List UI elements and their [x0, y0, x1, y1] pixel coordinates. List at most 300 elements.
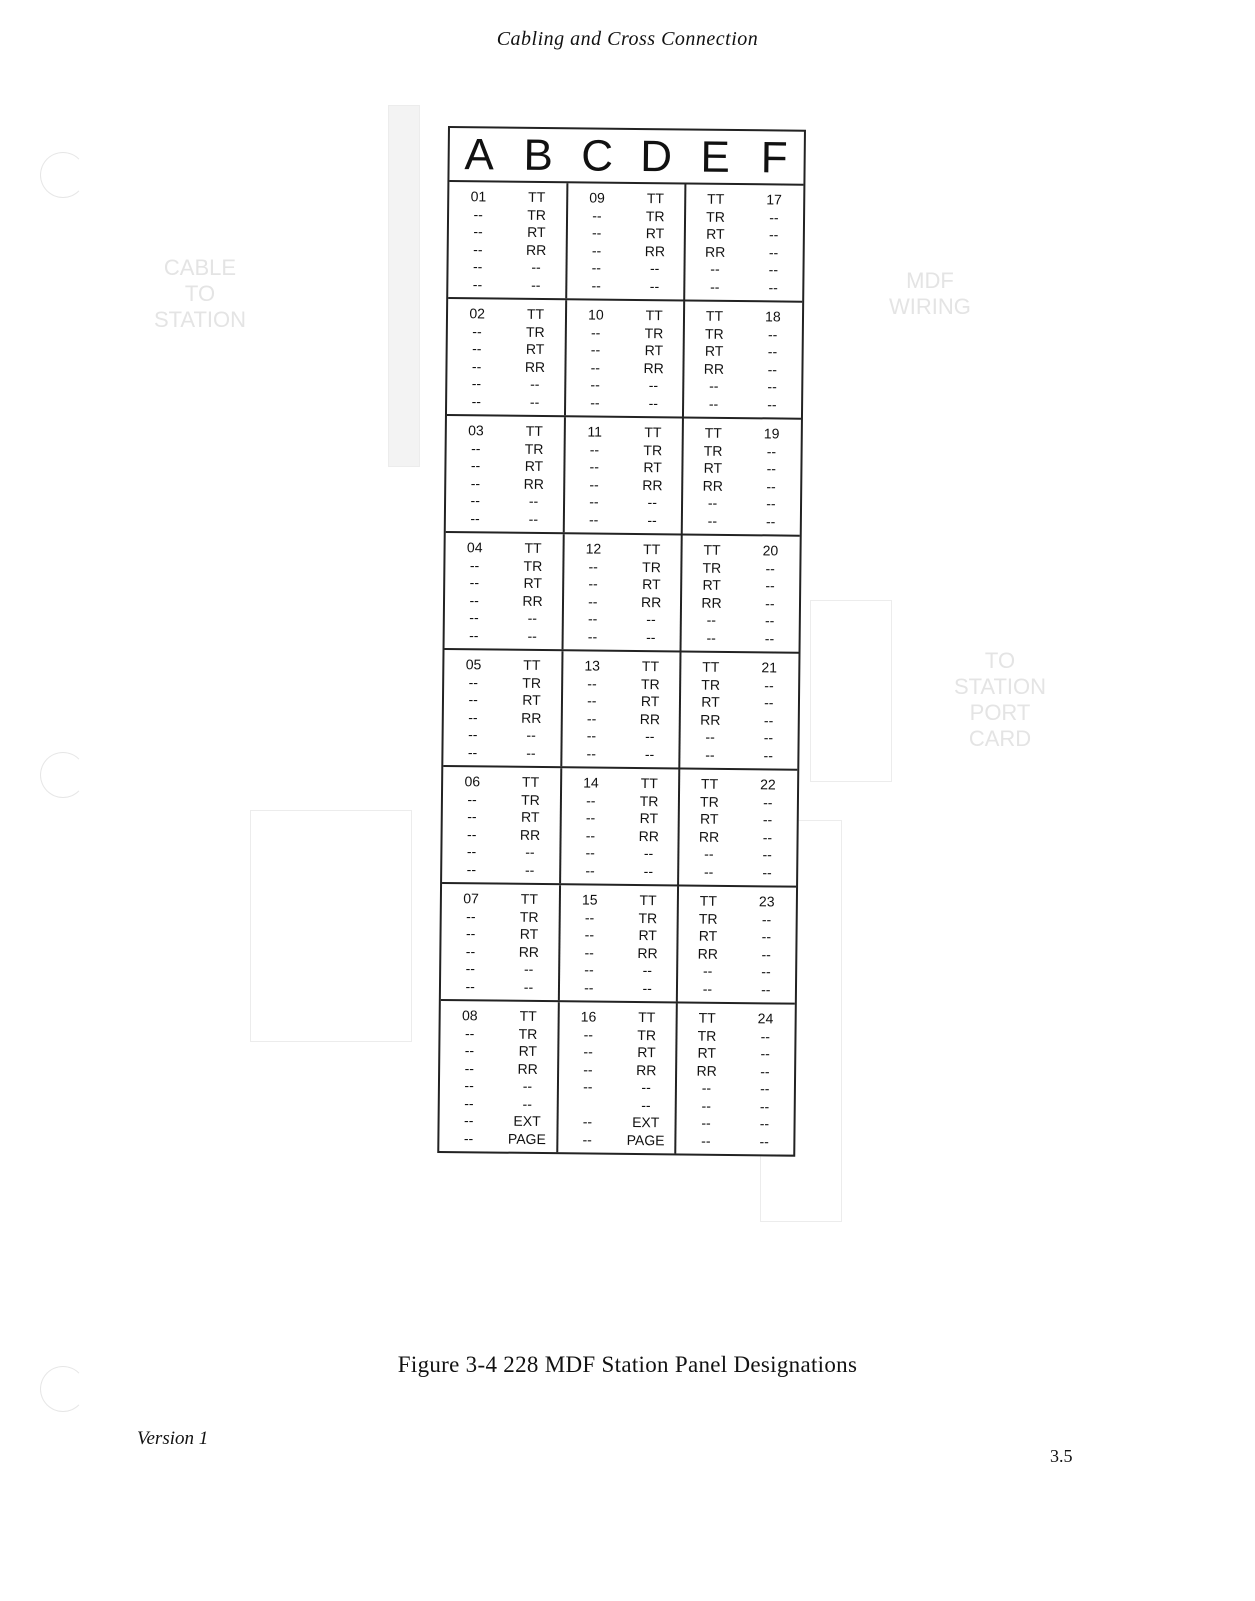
page-number: 3.5	[1050, 1446, 1073, 1466]
designation-label: RT	[642, 576, 661, 593]
designation-label: RT	[697, 1044, 717, 1061]
designation-label: --	[641, 1096, 651, 1113]
designation-label: --	[705, 728, 715, 745]
column-f-cell	[737, 887, 797, 1003]
column-pair-ef	[681, 418, 801, 534]
designation-label: 22	[760, 776, 776, 793]
designation-label: --	[587, 692, 597, 709]
designation-label: 24	[757, 1010, 774, 1027]
designation-label: 09	[589, 189, 605, 206]
designation-label: EXT	[632, 1113, 660, 1131]
designation-label: TT	[704, 424, 722, 441]
designation-label: TR	[703, 442, 723, 459]
designation-label: --	[584, 926, 595, 943]
column-pair-cd	[559, 768, 679, 884]
designation-label: TT	[646, 190, 665, 207]
designation-label: --	[465, 925, 476, 942]
designation-label: --	[584, 943, 594, 961]
designation-label: --	[760, 1080, 770, 1097]
designation-label: RT	[699, 810, 719, 827]
designation-label: RR	[526, 241, 547, 258]
designation-label: --	[649, 277, 660, 294]
designation-label: RR	[517, 1060, 538, 1077]
column-b-cell	[499, 885, 559, 1001]
designation-label: --	[469, 591, 479, 608]
panel-block	[439, 1001, 795, 1155]
designation-label: --	[465, 960, 476, 977]
designation-label: --	[642, 979, 652, 996]
designation-label: TR	[524, 440, 544, 457]
column-e-cell	[682, 535, 742, 651]
column-f-cell	[739, 653, 799, 769]
designation-label: 05	[465, 656, 482, 673]
designation-label: --	[589, 458, 600, 475]
designation-label: --	[647, 511, 657, 528]
designation-label: TT	[638, 1009, 656, 1026]
designation-label: TT	[519, 1007, 537, 1024]
designation-label: 03	[468, 422, 484, 439]
designation-label: TR	[706, 208, 725, 225]
designation-label: --	[590, 359, 601, 376]
designation-label: --	[766, 477, 776, 494]
designation-label: --	[526, 726, 536, 743]
designation-label: RT	[524, 457, 544, 475]
designation-label: --	[641, 1079, 651, 1096]
designation-label: TT	[528, 188, 546, 206]
column-d-cell	[620, 652, 680, 768]
column-pair-ab	[445, 533, 563, 649]
designation-label: RR	[641, 593, 662, 610]
column-c-cell	[561, 768, 621, 884]
designation-label: --	[583, 1043, 593, 1060]
column-a-cell	[439, 1001, 499, 1152]
column-d-cell	[622, 535, 682, 651]
designation-label: RR	[696, 1062, 717, 1079]
designation-label: --	[589, 441, 600, 458]
designation-label: --	[766, 442, 777, 459]
designation-label: TT	[705, 307, 724, 324]
designation-label: TR	[521, 791, 540, 808]
designation-label: --	[762, 828, 773, 845]
designation-label: --	[761, 945, 771, 962]
designation-label	[558, 1096, 617, 1114]
column-pair-ab	[446, 416, 564, 532]
designation-label: 07	[463, 890, 479, 907]
designation-label: --	[464, 1077, 474, 1094]
designation-label: --	[584, 978, 594, 996]
designation-label: --	[591, 277, 601, 294]
column-c-cell	[562, 651, 622, 767]
panel-block	[442, 767, 797, 888]
designation-label: --	[588, 575, 598, 592]
designation-label: --	[763, 711, 774, 728]
designation-label: --	[471, 357, 482, 374]
column-a-cell	[448, 182, 508, 298]
column-b-cell	[502, 651, 562, 767]
designation-label: --	[584, 961, 594, 978]
panel-block	[445, 533, 800, 654]
designation-label: --	[472, 275, 483, 292]
designation-label: RR	[702, 477, 723, 494]
designation-label: --	[646, 611, 656, 628]
designation-label: --	[467, 808, 477, 825]
designation-label: --	[761, 980, 771, 997]
designation-label: --	[471, 439, 481, 456]
designation-label: --	[767, 343, 778, 360]
designation-label: TT	[640, 775, 658, 792]
column-pair-ab	[448, 182, 566, 298]
version-label: Version 1	[137, 1428, 209, 1449]
designation-label: RT	[702, 576, 722, 593]
panel-block	[447, 299, 802, 420]
column-c-cell	[560, 885, 620, 1001]
designation-label: TR	[642, 558, 661, 575]
designation-label: --	[647, 494, 657, 511]
ghost-text-left: CABLE TO STATION	[153, 255, 247, 332]
designation-label: --	[468, 691, 478, 708]
column-c-cell	[566, 300, 626, 416]
designation-label: --	[701, 1097, 712, 1114]
designation-label: --	[646, 628, 656, 645]
designation-label: RR	[698, 828, 720, 845]
column-pair-ef	[677, 769, 797, 885]
designation-label: --	[466, 843, 477, 860]
designation-label: --	[760, 1062, 770, 1079]
designation-label: EXT	[513, 1112, 541, 1130]
designation-label: RR	[524, 358, 546, 375]
designation-label: --	[704, 845, 714, 862]
designation-label: --	[466, 860, 477, 877]
designation-label: RT	[701, 693, 720, 710]
column-pair-cd	[560, 651, 680, 767]
designation-label: --	[710, 278, 720, 295]
designation-label: --	[768, 243, 779, 260]
designation-label: --	[763, 746, 774, 763]
designation-label: --	[767, 395, 777, 412]
designation-label: RR	[642, 476, 663, 493]
column-header-b: B	[523, 130, 554, 181]
designation-label: --	[590, 324, 601, 341]
column-b-cell	[503, 534, 563, 650]
ghost-shape	[388, 105, 420, 467]
designation-label: TT	[639, 892, 657, 909]
column-header-a: A	[464, 130, 495, 180]
designation-label: TR	[522, 674, 542, 691]
designation-label: --	[464, 1024, 475, 1041]
designation-label: --	[760, 1045, 770, 1062]
column-pair-ef	[676, 886, 796, 1002]
designation-label: --	[768, 278, 778, 295]
designation-label: --	[763, 729, 774, 746]
designation-label: --	[472, 258, 483, 275]
designation-label: --	[588, 557, 598, 575]
designation-label: RR	[705, 243, 726, 260]
designation-label: TR	[645, 207, 665, 224]
designation-label: 12	[585, 540, 602, 557]
designation-label: RR	[700, 711, 721, 728]
designation-label: --	[469, 626, 479, 643]
column-d-cell	[618, 886, 678, 1002]
designation-label: TR	[527, 206, 547, 223]
designation-label: RT	[525, 340, 545, 358]
designation-label: TT	[643, 541, 661, 558]
designation-label: RR	[521, 709, 542, 726]
designation-label: --	[582, 1113, 593, 1130]
designation-label: --	[768, 226, 779, 243]
ghost-shape	[250, 810, 412, 1042]
designation-label: --	[465, 977, 475, 994]
column-header-f: F	[760, 133, 788, 183]
designation-label: TT	[699, 892, 718, 909]
designation-label: --	[643, 862, 654, 879]
column-e-cell	[681, 652, 741, 768]
designation-label: TR	[637, 1026, 657, 1043]
designation-label: RT	[643, 459, 662, 476]
designation-label: --	[760, 1027, 771, 1044]
designation-label: TR	[702, 559, 722, 576]
designation-label: --	[648, 377, 659, 394]
designation-label: RT	[638, 927, 658, 944]
designation-label: TR	[701, 676, 721, 693]
designation-label: --	[708, 395, 719, 412]
designation-label: --	[768, 261, 779, 278]
column-b-cell	[498, 1002, 558, 1153]
running-header: Cabling and Cross Connection	[496, 28, 759, 50]
designation-label: TT	[524, 539, 542, 557]
designation-label: --	[531, 276, 541, 293]
designation-label: --	[766, 495, 776, 512]
column-pair-ef	[682, 301, 802, 417]
designation-label: RR	[703, 360, 725, 377]
designation-label: --	[702, 980, 713, 997]
designation-label: --	[759, 1097, 770, 1114]
column-f-cell	[743, 302, 803, 418]
designation-label: --	[707, 512, 718, 529]
designation-label: RR	[644, 242, 666, 259]
designation-label: --	[467, 743, 478, 760]
designation-label: --	[765, 512, 776, 529]
column-e-cell	[686, 185, 746, 301]
designation-label: RR	[638, 827, 659, 844]
designation-label: RT	[706, 225, 725, 242]
designation-label: RR	[519, 826, 541, 843]
designation-label: --	[586, 709, 597, 727]
column-pair-ef	[679, 652, 799, 768]
designation-label: --	[529, 393, 540, 410]
designation-label: --	[590, 376, 600, 393]
designation-label: --	[764, 676, 774, 693]
designation-label: --	[643, 845, 654, 862]
column-e-cell	[679, 769, 739, 885]
designation-label: TR	[518, 1025, 538, 1042]
designation-label: --	[470, 492, 480, 509]
designation-label: --	[585, 861, 595, 879]
column-pair-cd	[565, 183, 685, 299]
designation-label: --	[471, 375, 482, 392]
column-pair-ef	[680, 535, 800, 651]
designation-label: --	[766, 460, 777, 477]
designation-label: TT	[525, 422, 543, 440]
ghost-shape	[810, 600, 892, 782]
designation-label: 11	[587, 423, 603, 440]
designation-label: --	[464, 1094, 474, 1111]
column-f-cell	[738, 770, 798, 886]
designation-label: RT	[640, 693, 660, 710]
designation-label: --	[591, 224, 602, 241]
designation-label: --	[648, 394, 659, 411]
designation-label: TR	[697, 1027, 717, 1044]
designation-label: --	[473, 223, 483, 240]
designation-label: --	[527, 627, 537, 644]
column-pair-cd	[561, 534, 681, 650]
designation-label: --	[464, 1112, 474, 1129]
column-pair-ab	[441, 884, 559, 1000]
designation-label: RT	[645, 225, 665, 242]
designation-label: --	[467, 790, 477, 807]
panel-block	[443, 650, 798, 771]
designation-label: --	[464, 1042, 475, 1059]
column-c-cell	[558, 1002, 618, 1153]
designation-label: --	[765, 577, 775, 594]
column-c-cell	[563, 534, 623, 650]
designation-label: 16	[580, 1008, 597, 1025]
column-f-cell	[735, 1004, 795, 1155]
designation-label: 21	[761, 659, 778, 676]
column-pair-ef	[675, 1003, 795, 1154]
designation-label: --	[468, 708, 478, 725]
designation-label: --	[701, 1079, 712, 1096]
designation-label: RT	[518, 1042, 538, 1059]
designation-label: 15	[581, 891, 598, 908]
designation-label: --	[582, 1130, 592, 1148]
designation-label: --	[767, 378, 777, 395]
column-f-cell	[744, 185, 804, 301]
designation-label: RT	[519, 925, 539, 942]
column-a-cell	[442, 767, 502, 883]
station-panel-diagram	[437, 126, 806, 1157]
designation-label: TT	[700, 775, 719, 792]
column-b-cell	[505, 300, 565, 416]
designation-label: RR	[523, 475, 544, 492]
panel-blocks	[439, 182, 803, 1155]
designation-label: --	[583, 1025, 594, 1043]
designation-label: TR	[523, 557, 543, 574]
designation-label: --	[592, 207, 602, 224]
designation-label: --	[466, 907, 476, 924]
column-pair-ab	[443, 650, 561, 766]
designation-label: --	[590, 341, 601, 358]
designation-label: --	[523, 960, 534, 977]
designation-label: 18	[765, 308, 781, 325]
designation-label: --	[589, 476, 599, 493]
designation-label: --	[531, 258, 541, 275]
designation-label: --	[762, 863, 772, 880]
designation-label: TR	[519, 908, 539, 925]
designation-label: --	[473, 205, 483, 222]
column-headers	[449, 128, 804, 186]
designation-label: 02	[469, 305, 486, 322]
column-pair-cd	[562, 417, 682, 533]
designation-label: --	[764, 612, 775, 629]
designation-label: TR	[704, 325, 724, 342]
column-d-cell	[624, 301, 684, 417]
designation-label: --	[703, 863, 714, 880]
designation-label: --	[702, 962, 713, 979]
designation-label: RT	[644, 342, 664, 359]
designation-label: --	[710, 260, 720, 277]
designation-label: --	[705, 746, 715, 763]
designation-label: --	[769, 208, 779, 225]
designation-label: TR	[640, 675, 660, 692]
designation-label: --	[759, 1132, 769, 1149]
column-a-cell	[443, 650, 503, 766]
column-header-d: D	[640, 132, 673, 182]
designation-label: TR	[644, 324, 664, 341]
designation-label: --	[586, 727, 597, 744]
column-d-cell	[619, 769, 679, 885]
designation-label: --	[463, 1129, 474, 1146]
binder-hole	[40, 152, 86, 198]
designation-label: RR	[639, 710, 661, 727]
designation-label: --	[764, 694, 774, 711]
designation-label: TT	[520, 890, 539, 907]
column-pair-ab	[439, 1001, 557, 1152]
column-e-cell	[683, 418, 743, 534]
designation-label: TR	[698, 910, 718, 927]
designation-label: 19	[763, 425, 780, 442]
designation-label: RR	[522, 592, 543, 609]
panel-block	[441, 884, 796, 1005]
designation-label: --	[765, 559, 775, 576]
designation-label: --	[464, 1059, 475, 1076]
designation-label: 06	[464, 773, 481, 790]
designation-label: --	[525, 843, 535, 860]
designation-label: --	[645, 728, 655, 745]
designation-label: --	[642, 962, 653, 979]
designation-label: RT	[704, 342, 724, 359]
designation-label: 23	[758, 893, 775, 910]
designation-label: --	[707, 494, 718, 511]
designation-label: --	[591, 242, 602, 259]
designation-label: --	[585, 826, 596, 844]
designation-label: --	[530, 375, 540, 392]
designation-label: --	[767, 325, 778, 342]
column-d-cell	[625, 184, 685, 300]
column-f-cell	[740, 536, 800, 652]
designation-label: --	[762, 846, 772, 863]
designation-label: --	[706, 629, 716, 646]
column-b-cell	[500, 768, 560, 884]
designation-label: --	[522, 1095, 533, 1112]
designation-label: RT	[523, 574, 543, 592]
column-pair-ab	[442, 767, 560, 883]
column-a-cell	[445, 533, 505, 649]
designation-label: 04	[466, 539, 483, 556]
designation-label: --	[587, 674, 597, 692]
designation-label: --	[584, 908, 595, 926]
designation-label: RT	[637, 1044, 656, 1061]
column-b-cell	[504, 417, 564, 533]
designation-label: 01	[470, 188, 487, 205]
designation-label: --	[709, 377, 719, 394]
designation-label: RR	[701, 594, 722, 611]
designation-label: TR	[639, 792, 659, 809]
designation-label: --	[588, 592, 598, 610]
designation-label: --	[585, 809, 596, 826]
designation-label: --	[649, 260, 660, 277]
designation-label: --	[767, 360, 778, 377]
column-pair-cd	[558, 885, 678, 1001]
